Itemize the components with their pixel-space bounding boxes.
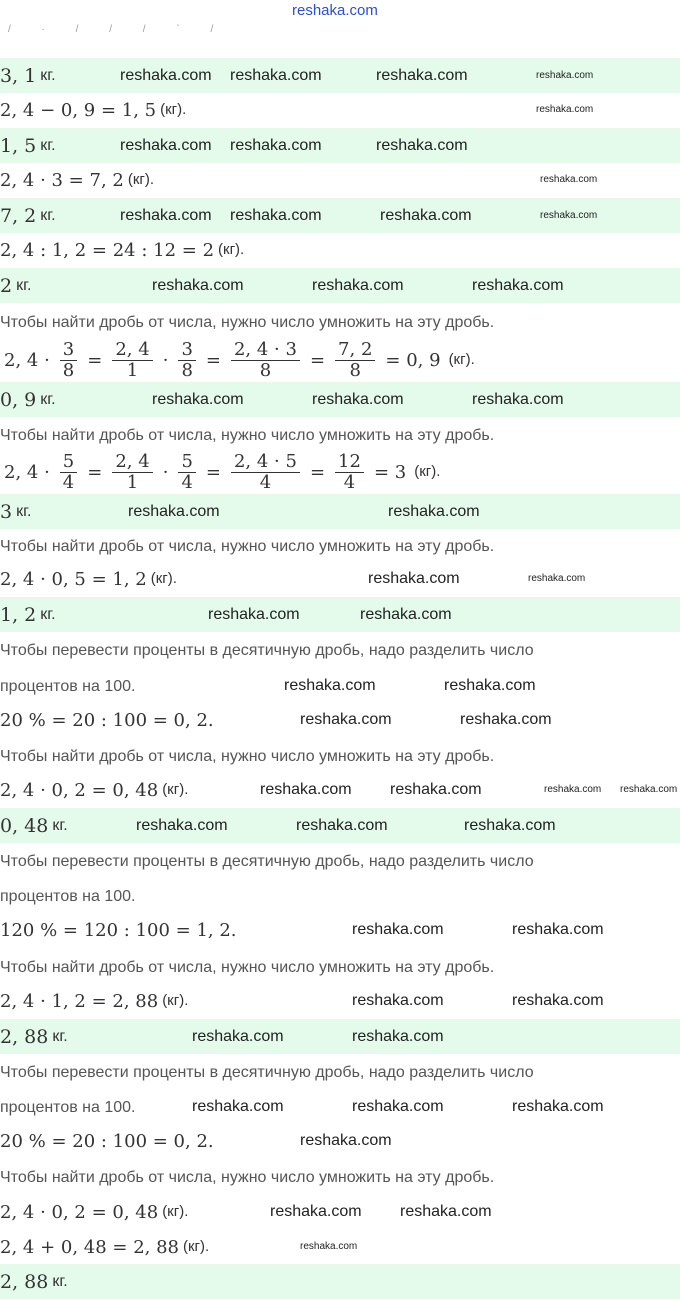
rule-line [0, 949, 494, 985]
watermark: reshaka.com [352, 1028, 444, 1045]
equation-term: = [87, 349, 103, 371]
equation: 2, 4 · 0, 5 = 1, 2 [0, 568, 147, 590]
watermark: reshaka.com [300, 1241, 358, 1252]
watermark: reshaka.com [120, 67, 212, 84]
watermark: reshaka.com [540, 210, 598, 221]
watermark: reshaka.com [270, 1203, 362, 1220]
unit: (кг). [127, 171, 155, 188]
rule-text: Чтобы перевести проценты в десятичную дробь, надо разделить число [0, 641, 534, 659]
equation-line [0, 1194, 188, 1230]
equation-line [0, 162, 154, 198]
watermark: reshaka.com [152, 277, 244, 294]
numerator: 2, 4 [112, 340, 152, 361]
answer-line [0, 494, 31, 530]
equation: 120 % = 120 : 100 = 1, 2. [0, 919, 237, 941]
answer-value: 3 [0, 500, 13, 523]
answer-value: 1, 2 [0, 603, 37, 626]
equation-term: = [87, 461, 103, 483]
answer-line [0, 268, 31, 304]
fraction [335, 340, 375, 381]
watermark: reshaka.com [360, 606, 452, 623]
answer-value: 7, 2 [0, 204, 37, 227]
answer-value: 0, 9 [0, 388, 37, 411]
equation: 2, 4 · 1, 2 = 2, 88 [0, 990, 159, 1012]
watermark: reshaka.com [368, 570, 460, 587]
rule-line [0, 1054, 534, 1090]
rule-line [0, 528, 494, 564]
answer-highlight [0, 597, 680, 632]
answer-unit: кг. [52, 817, 68, 834]
watermark: reshaka.com [444, 677, 536, 694]
equation-line [0, 772, 188, 808]
rule-text: Чтобы перевести проценты в десятичную дробь, надо разделить число [0, 1063, 534, 1081]
header-watermark[interactable]: reshaka.com [292, 2, 378, 19]
rule-line [0, 417, 494, 453]
denominator: 8 [349, 359, 361, 381]
rule-text: процентов на 100. [0, 677, 136, 695]
numerator: 3 [178, 340, 195, 361]
watermark: reshaka.com [512, 921, 604, 938]
answer-line [0, 597, 56, 633]
equation: 20 % = 20 : 100 = 0, 2. [0, 709, 214, 731]
numerator: 5 [178, 452, 195, 473]
answer-unit: кг. [52, 1028, 68, 1045]
answer-line [0, 382, 56, 418]
equation-line [0, 232, 244, 268]
answer-unit: кг. [40, 391, 56, 408]
watermark: reshaka.com [152, 391, 244, 408]
equation-line [0, 702, 214, 738]
watermark: reshaka.com [376, 67, 468, 84]
fraction [335, 452, 364, 493]
equation-term: = [205, 461, 221, 483]
fraction [178, 340, 195, 381]
answer-line [0, 128, 56, 164]
unit: (кг). [162, 1203, 189, 1220]
watermark: reshaka.com [472, 391, 564, 408]
numerator: 7, 2 [335, 340, 375, 361]
answer-highlight [0, 1019, 680, 1054]
rule-line [0, 304, 494, 340]
answer-value: 1, 5 [0, 134, 37, 157]
answer-highlight [0, 1264, 680, 1299]
watermark: reshaka.com [472, 277, 564, 294]
answer-unit: кг. [40, 606, 56, 623]
answer-value: 0, 48 [0, 814, 49, 837]
answer-unit: кг. [16, 503, 32, 520]
watermark: reshaka.com [230, 137, 322, 154]
watermark: reshaka.com [512, 1098, 604, 1115]
denominator: 1 [126, 359, 139, 381]
unit: (кг). [218, 241, 245, 258]
answer-line [0, 808, 68, 844]
fraction [231, 452, 300, 493]
equation-term: = 3 [373, 461, 407, 483]
watermark: reshaka.com [260, 781, 352, 798]
watermark: reshaka.com [388, 503, 480, 520]
watermark: reshaka.com [352, 1098, 444, 1115]
equation-term: = 0, 9 [385, 349, 441, 371]
fraction [60, 452, 77, 493]
rule-line [0, 668, 136, 704]
answer-line [0, 58, 56, 94]
fraction-equation [0, 450, 440, 494]
numerator: 3 [60, 340, 77, 361]
equation-term: = [205, 349, 221, 371]
equation: 2, 4 · 0, 2 = 0, 48 [0, 1201, 159, 1223]
answer-value: 2 [0, 274, 13, 297]
unit: (кг). [414, 463, 441, 480]
fraction [60, 340, 77, 381]
denominator: 8 [181, 359, 193, 381]
watermark: reshaka.com [460, 711, 552, 728]
watermark: reshaka.com [352, 992, 444, 1009]
watermark: reshaka.com [312, 277, 404, 294]
answer-line [0, 1019, 68, 1055]
rule-line [0, 878, 136, 914]
equation: 2, 4 · 3 = 7, 2 [0, 169, 124, 191]
answer-highlight [0, 494, 680, 529]
equation: 2, 4 : 1, 2 = 24 : 12 = 2 [0, 239, 215, 261]
watermark: reshaka.com [512, 992, 604, 1009]
watermark: reshaka.com [120, 137, 212, 154]
watermark: reshaka.com [192, 1098, 284, 1115]
watermark: reshaka.com [544, 784, 602, 795]
answer-line [0, 1264, 68, 1300]
watermark: reshaka.com [536, 104, 594, 115]
rule-text: процентов на 100. [0, 887, 136, 905]
answer-unit: кг. [40, 67, 56, 84]
unit: (кг). [448, 351, 475, 368]
equation-line [0, 561, 177, 597]
equation-term: = [309, 349, 326, 371]
fraction [178, 452, 195, 493]
rule-line [0, 738, 494, 774]
denominator: 4 [62, 471, 75, 493]
watermark: reshaka.com [120, 207, 212, 224]
answer-unit: кг. [40, 137, 56, 154]
denominator: 4 [343, 471, 356, 493]
equation-line [0, 92, 186, 128]
equation-line [0, 912, 237, 948]
watermark: reshaka.com [400, 1203, 492, 1220]
rule-text: Чтобы найти дробь от числа, нужно число умножить на эту дробь. [0, 747, 495, 765]
unit: (кг). [160, 101, 187, 118]
watermark: reshaka.com [528, 573, 586, 584]
equation-term: · [162, 461, 169, 483]
watermark: reshaka.com [540, 174, 598, 185]
equation-line [0, 1123, 214, 1159]
denominator: 8 [62, 359, 75, 381]
watermark: reshaka.com [284, 677, 376, 694]
equation-term: · [162, 349, 169, 371]
answer-line [0, 198, 56, 234]
rule-line [0, 632, 534, 668]
unit: (кг). [183, 1238, 210, 1255]
watermark: reshaka.com [390, 781, 482, 798]
watermark: reshaka.com [620, 784, 678, 795]
answer-unit: кг. [52, 1273, 68, 1290]
rule-line [0, 1159, 494, 1195]
watermark: reshaka.com [380, 207, 472, 224]
equation-line [0, 983, 188, 1019]
equation: 20 % = 20 : 100 = 0, 2. [0, 1130, 214, 1152]
watermark: reshaka.com [230, 67, 322, 84]
equation-term: 2, 4 · [4, 461, 50, 483]
unit: (кг). [162, 992, 189, 1009]
rule-text: Чтобы найти дробь от числа, нужно число умножить на эту дробь. [0, 426, 495, 444]
watermark: reshaka.com [300, 711, 392, 728]
denominator: 1 [126, 471, 139, 493]
equation-line [0, 1229, 209, 1265]
watermark: reshaka.com [230, 207, 322, 224]
watermark: reshaka.com [300, 1132, 392, 1149]
watermark: reshaka.com [128, 503, 220, 520]
equation-term: = [309, 461, 326, 483]
watermark: reshaka.com [192, 1028, 284, 1045]
watermark: reshaka.com [208, 606, 300, 623]
rule-text: Чтобы найти дробь от числа, нужно число умножить на эту дробь. [0, 958, 495, 976]
denominator: 8 [259, 359, 272, 381]
rule-text: процентов на 100. [0, 1098, 136, 1116]
equation: 2, 4 + 0, 48 = 2, 88 [0, 1236, 179, 1258]
rule-text: Чтобы найти дробь от числа, нужно число умножить на эту дробь. [0, 537, 495, 555]
equation: 2, 4 · 0, 2 = 0, 48 [0, 779, 159, 801]
answer-unit: кг. [16, 277, 32, 294]
watermark: reshaka.com [536, 70, 594, 81]
watermark: reshaka.com [352, 921, 444, 938]
numerator: 2, 4 · 5 [231, 452, 300, 473]
answer-value: 3, 1 [0, 64, 37, 87]
denominator: 4 [181, 471, 193, 493]
answer-unit: кг. [40, 207, 56, 224]
unit: (кг). [162, 781, 189, 798]
numerator: 5 [60, 452, 77, 473]
unit: (кг). [150, 570, 177, 587]
watermark: reshaka.com [376, 137, 468, 154]
fraction-equation [0, 338, 475, 382]
rule-line [0, 1089, 136, 1125]
watermark: reshaka.com [312, 391, 404, 408]
equation: 2, 4 − 0, 9 = 1, 5 [0, 99, 157, 121]
rule-text: Чтобы найти дробь от числа, нужно число умножить на эту дробь. [0, 1168, 495, 1186]
fraction [112, 452, 152, 493]
header-marks: / · / / / ` / [8, 24, 228, 35]
rule-text: Чтобы найти дробь от числа, нужно число умножить на эту дробь. [0, 313, 495, 331]
answer-highlight [0, 128, 680, 163]
answer-value: 2, 88 [0, 1270, 49, 1293]
rule-line [0, 843, 534, 879]
fraction [112, 340, 152, 381]
watermark: reshaka.com [136, 817, 228, 834]
watermark: reshaka.com [464, 817, 556, 834]
numerator: 2, 4 [112, 452, 152, 473]
fraction [231, 340, 300, 381]
numerator: 12 [335, 452, 364, 473]
denominator: 4 [259, 471, 272, 493]
equation-term: 2, 4 · [4, 349, 50, 371]
watermark: reshaka.com [296, 817, 388, 834]
rule-text: Чтобы перевести проценты в десятичную дробь, надо разделить число [0, 852, 534, 870]
answer-value: 2, 88 [0, 1025, 49, 1048]
numerator: 2, 4 · 3 [231, 340, 300, 361]
